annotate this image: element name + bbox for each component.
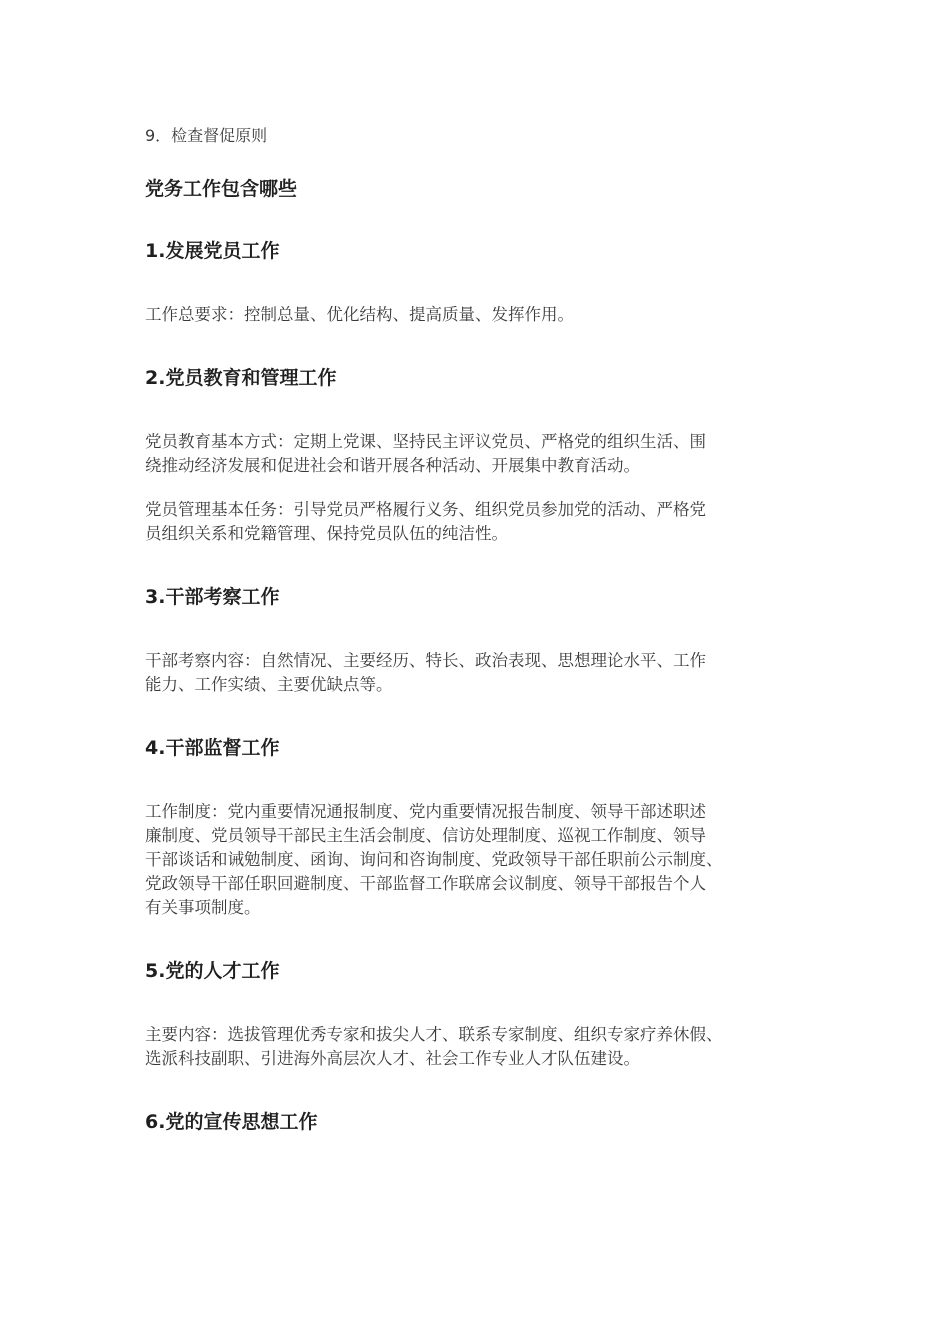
paragraph-line: 党政领导干部任职回避制度、干部监督工作联席会议制度、领导干部报告个人 <box>145 874 706 893</box>
section-heading-1: 1.发展党员工作 <box>145 240 280 262</box>
section-2-paragraph-2 <box>145 498 825 546</box>
paragraph-line: 工作总要求：控制总量、优化结构、提高质量、发挥作用。 <box>145 305 574 324</box>
section-heading-6: 6.党的宣传思想工作 <box>145 1111 318 1133</box>
paragraph-line: 干部考察内容：自然情况、主要经历、特长、政治表现、思想理论水平、工作 <box>145 651 706 670</box>
main-heading: 党务工作包含哪些 <box>145 178 298 200</box>
section-3-paragraph-1 <box>145 649 825 697</box>
section-4-paragraph-1 <box>145 800 825 920</box>
paragraph-line: 干部谈话和诫勉制度、函询、询问和咨询制度、党政领导干部任职前公示制度、 <box>145 850 723 869</box>
document-content <box>145 124 825 1135</box>
paragraph-line: 员组织关系和党籍管理、保持党员队伍的纯洁性。 <box>145 524 508 543</box>
paragraph-line: 绕推动经济发展和促进社会和谐开展各种活动、开展集中教育活动。 <box>145 456 640 475</box>
paragraph-line: 廉制度、党员领导干部民主生活会制度、信访处理制度、巡视工作制度、领导 <box>145 826 706 845</box>
principle-item: 9．检查督促原则 <box>145 126 268 145</box>
section-heading-2: 2.党员教育和管理工作 <box>145 367 337 389</box>
paragraph-line: 主要内容：选拔管理优秀专家和拔尖人才、联系专家制度、组织专家疗养休假、 <box>145 1025 723 1044</box>
section-heading-5: 5.党的人才工作 <box>145 960 280 982</box>
paragraph-line: 选派科技副职、引进海外高层次人才、社会工作专业人才队伍建设。 <box>145 1049 640 1068</box>
section-1-paragraph-1 <box>145 303 825 327</box>
paragraph-line: 工作制度：党内重要情况通报制度、党内重要情况报告制度、领导干部述职述 <box>145 802 706 821</box>
section-2-paragraph-1 <box>145 430 825 478</box>
paragraph-line: 党员教育基本方式：定期上党课、坚持民主评议党员、严格党的组织生活、围 <box>145 432 706 451</box>
section-heading-4: 4.干部监督工作 <box>145 737 280 759</box>
paragraph-line: 有关事项制度。 <box>145 898 261 917</box>
paragraph-line: 党员管理基本任务：引导党员严格履行义务、组织党员参加党的活动、严格党 <box>145 500 706 519</box>
paragraph-line: 能力、工作实绩、主要优缺点等。 <box>145 675 393 694</box>
section-heading-3: 3.干部考察工作 <box>145 586 280 608</box>
section-5-paragraph-1 <box>145 1023 825 1071</box>
